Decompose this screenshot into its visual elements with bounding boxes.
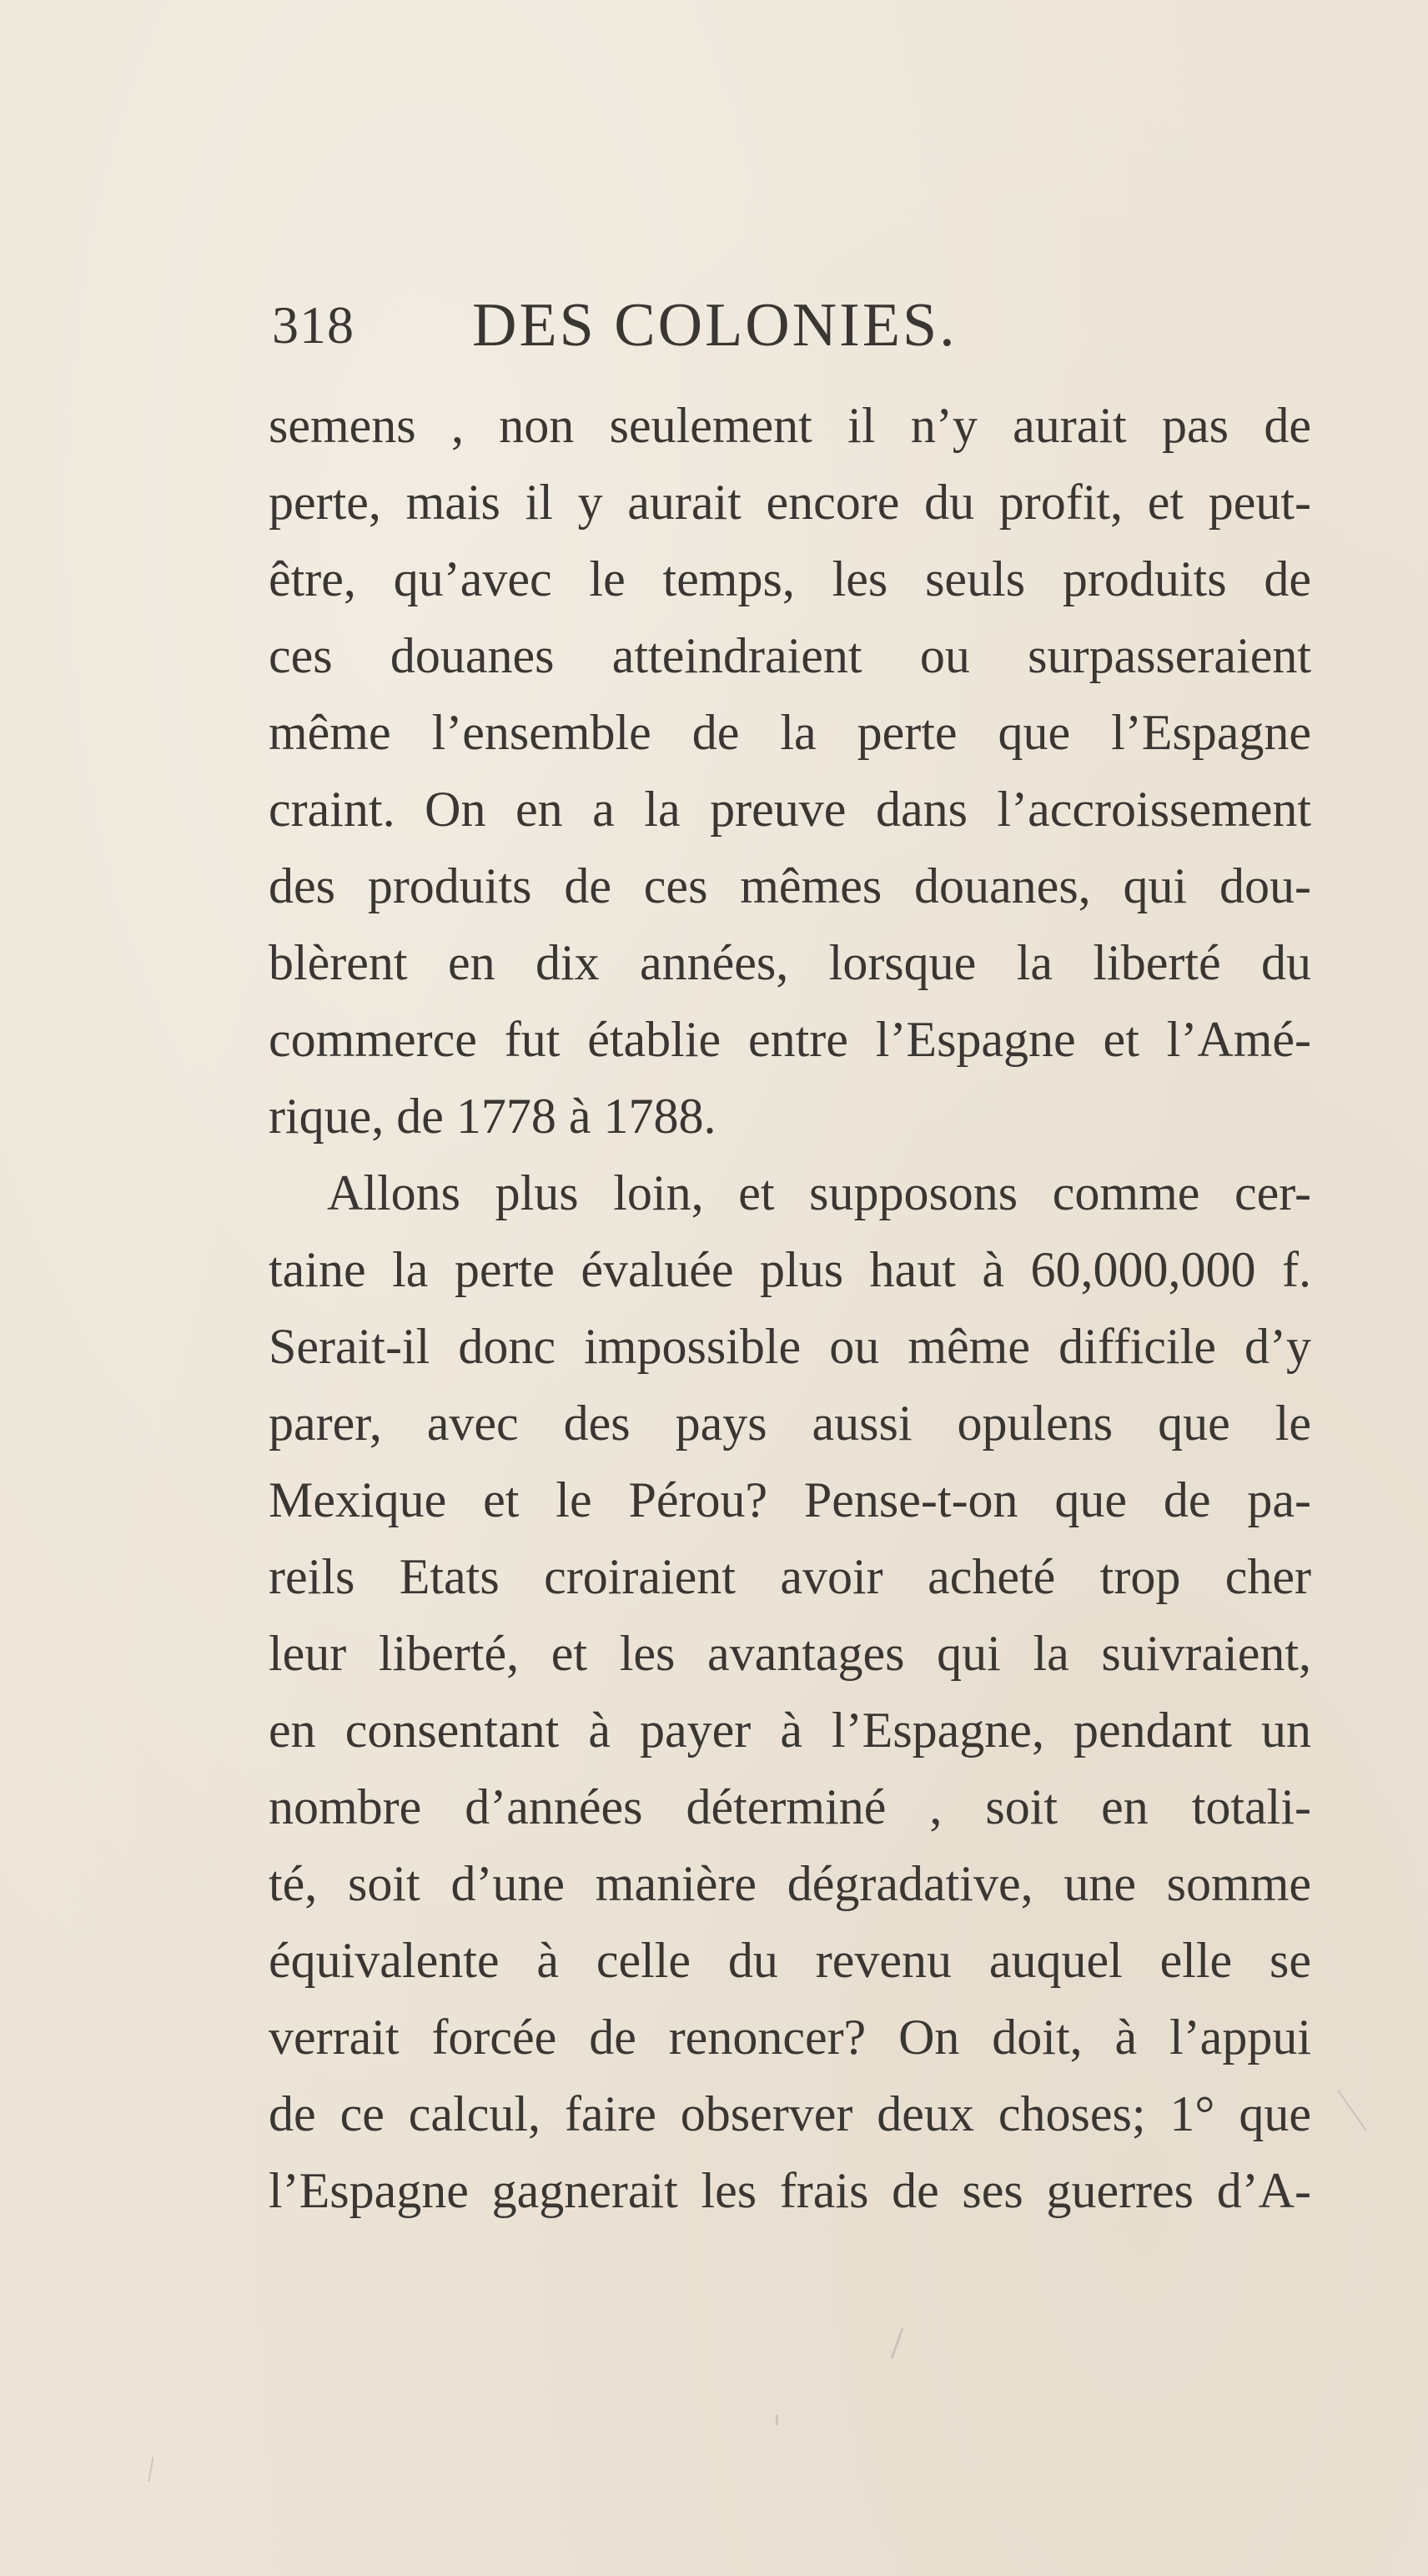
text-line: perte, mais il y aurait encore du profit, et peut- [269,475,1311,530]
text-line: Serait-il donc impossible ou même difficile d’y [269,1319,1311,1374]
text-line: l’Espagne gagnerait les frais de ses guerres d’A- [269,2163,1311,2218]
paper-speck [891,2328,904,2359]
text-line: en consentant à payer à l’Espagne, pendant un [269,1703,1311,1758]
page-number: 318 [272,295,354,355]
text-line: même l’ensemble de la perte que l’Espagne [269,705,1311,760]
paper-speck [1337,2090,1367,2131]
text-line: blèrent en dix années, lorsque la liberté du [269,935,1311,990]
paragraph-start-line: Allons plus loin, et supposons comme cer- [327,1165,1311,1220]
text-line: commerce fut établie entre l’Espagne et l’Amé- [269,1012,1311,1067]
paragraph-end-line: rique, de 1778 à 1788. [269,1089,717,1144]
text-line: reils Etats croiraient avoir acheté trop cher [269,1549,1311,1604]
text-line: parer, avec des pays aussi opulens que le [269,1396,1311,1451]
paper-speck [148,2457,153,2482]
text-line: des produits de ces mêmes douanes, qui dou- [269,858,1311,913]
text-line: té, soit d’une manière dégradative, une somme [269,1856,1311,1911]
text-line: semens , non seulement il n’y aurait pas de [269,398,1311,453]
text-line: taine la perte évaluée plus haut à 60,000,000 f. [269,1242,1311,1297]
text-line: de ce calcul, faire observer deux choses; 1° que [269,2086,1311,2141]
page-header [272,284,1123,367]
text-line: leur liberté, et les avantages qui la suivraient, [269,1626,1311,1681]
text-line: ces douanes atteindraient ou surpasseraient [269,628,1311,683]
paper-speck [776,2415,778,2425]
text-line: équivalente à celle du revenu auquel elle se [269,1933,1311,1988]
body-text [269,387,1311,2229]
text-line: être, qu’avec le temps, les seuls produits de [269,551,1311,606]
text-line: Mexique et le Pérou? Pense-t-on que de pa- [269,1472,1311,1527]
running-head: DES COLONIES. [472,291,958,360]
text-line: nombre d’années déterminé , soit en totali- [269,1779,1311,1834]
text-line: verrait forcée de renoncer? On doit, à l’appui [269,2010,1311,2065]
text-line: craint. On en a la preuve dans l’accroissement [269,782,1311,837]
